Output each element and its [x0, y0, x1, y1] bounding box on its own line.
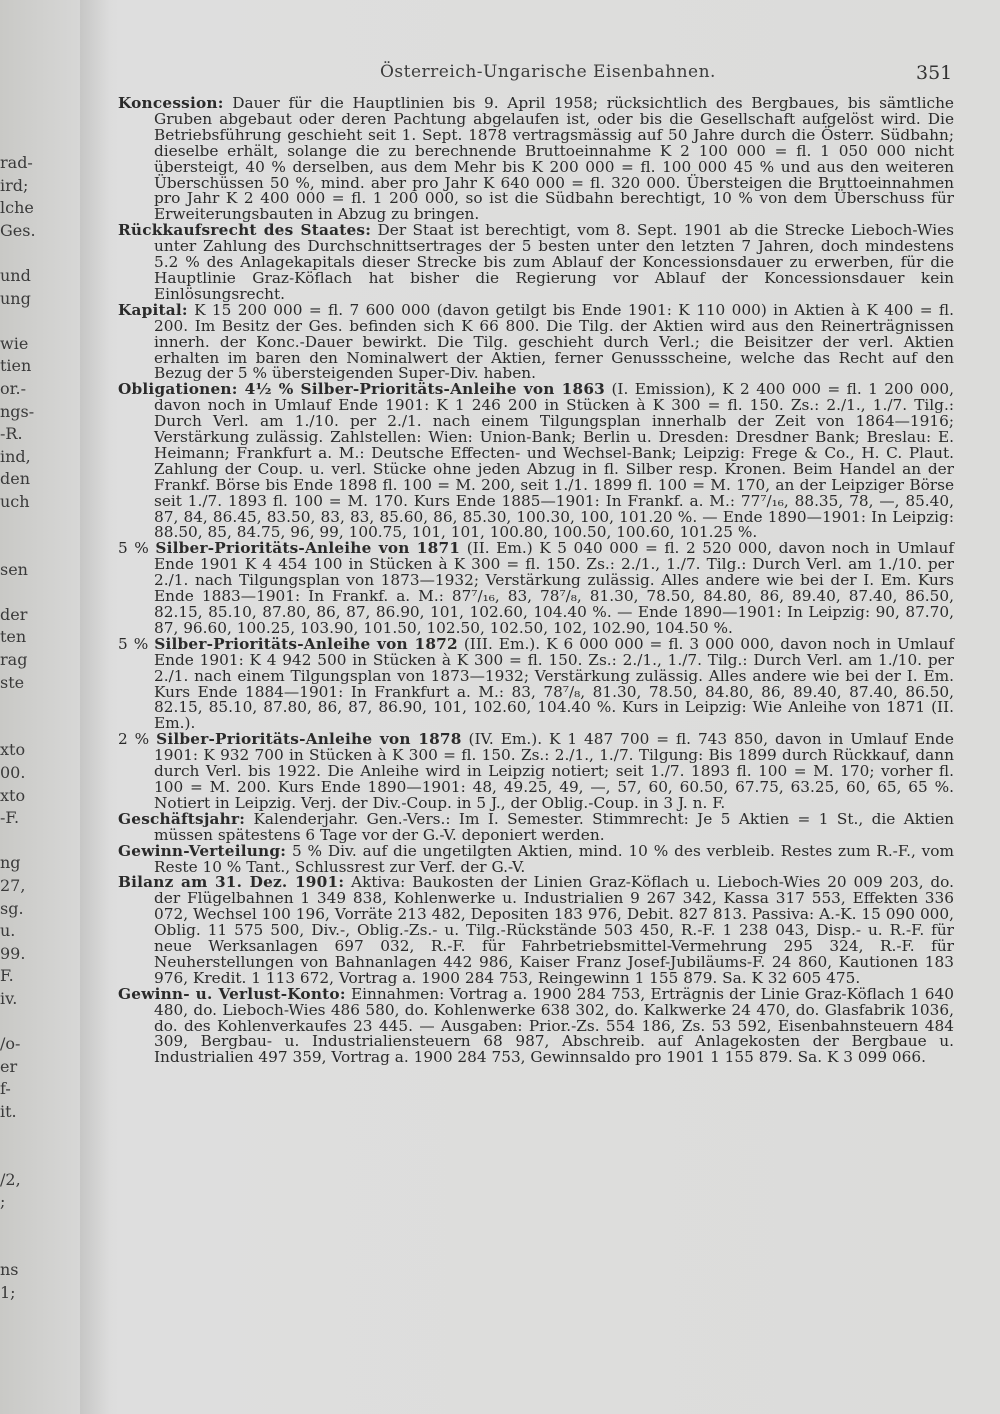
- entry-heading: Bilanz am 31. Dez. 1901:: [118, 873, 345, 892]
- entry-text: (IV. Em.). K 1 487 700 = fl. 743 850, davon in Umlauf Ende 1901: K 932 700 in Stücken à K 300 = fl. 150. Zs.: 2./1., 1./7. Tilgung: Bis 1899 durch Rückkauf, dann durch Verl. bis 1922. Die Anleihe wird in Leipzig notiert; seit 1./7. 1893 fl. 100 = M. 170; vorher fl. 100 = M. 200. Kurs Ende 1890—1901: 48, 49.25, 49, —, 57, 60, 60.50, 67.75, 63.25, 60, 65, 65 %. Notiert in Leipzig. Verj. der Div.-Coup. in 5 J., der Oblig.-Coup. in 3 J. n. F.: [154, 730, 954, 812]
- margin-fragment: [0, 1146, 44, 1169]
- margin-fragment: ns: [0, 1260, 19, 1280]
- margin-fragment: it.: [0, 1101, 17, 1121]
- entry-heading: Silber-Prioritäts-Anleihe von 1878: [156, 730, 462, 749]
- margin-fragment: ird;: [0, 175, 29, 195]
- margin-fragment: xto: [0, 785, 26, 805]
- entry-heading: Rückkaufsrecht des Staates:: [118, 221, 372, 240]
- margin-fragment: F.: [0, 966, 14, 986]
- entry-heading: Koncession:: [118, 94, 224, 112]
- entry-prefix: 2 %: [118, 730, 150, 749]
- entry-text: Einnahmen: Vortrag a. 1900 284 753, Erträgnis der Linie Graz-Köflach 1 640 480, do. Lieboch-Wies 486 580, do. Kohlenwerke 638 302, do. Kalkwerke 24 470, do. Glasfabrik 1036, do. des Kohlenverkaufes 23 445. — Ausgaben: Prior.-Zs. 554 186, Zs. 53 592, Eisenbahnsteuern 484 309, Bergbau- u. Industrialiensteuern 68 987, Abschreib. auf Anlagekosten der Bergbaue u. Industrialien 497 359, Vortrag a. 1900 284 753, Gewinnsaldo pro 1901 1 155 879. Sa. K 3 099 066.: [154, 984, 954, 1067]
- margin-fragment: [0, 1124, 44, 1147]
- margin-fragment: /o-: [0, 1034, 21, 1054]
- margin-fragment: or.-: [0, 378, 27, 398]
- margin-fragment: 27,: [0, 876, 26, 895]
- margin-fragment: [0, 717, 44, 740]
- entry-heading: Obligationen: 4½ % Silber-Prioritäts-Anleihe von 1863: [118, 380, 606, 399]
- entry-heading: Gewinn- u. Verlust-Konto:: [118, 984, 346, 1003]
- margin-fragment: [0, 310, 44, 333]
- margin-fragment: [0, 581, 44, 604]
- margin-fragment: [0, 1214, 44, 1237]
- entry-paragraph: [118, 382, 954, 541]
- margin-fragment: Ges.: [0, 220, 36, 240]
- margin-fragment: [0, 242, 44, 265]
- margin-fragment: [0, 514, 44, 537]
- entry-text: Der Staat ist berechtigt, vom 8. Sept. 1901 ab die Strecke Lieboch-Wies unter Zahlung des Durchschnittsertrages der 5 besten unter den letzten 7 Jahren, doch mindestens 5.2 % des Anlagekapitals dieser Strecke bis zum Ablauf der Koncessionsdauer zu erwerben, für die Hauptlinie Graz-Köflach hat bisher die Regierung vor Ablauf der Koncessionsdauer kein Einlösungsrecht.: [154, 221, 954, 303]
- entry-paragraph: [118, 875, 954, 986]
- margin-fragment: xto: [0, 740, 26, 760]
- margin-fragment: f-: [0, 1079, 11, 1099]
- entry-heading: Kapital:: [118, 300, 188, 319]
- article-body: [118, 96, 954, 1066]
- entry-prefix: 5 %: [118, 539, 149, 558]
- margin-fragment: ung: [0, 288, 31, 308]
- margin-fragment: ngs-: [0, 401, 35, 421]
- margin-fragment: 99.: [0, 943, 26, 963]
- entry-prefix: 5 %: [118, 634, 149, 653]
- margin-fragment: ng: [0, 853, 21, 873]
- running-title: Österreich-Ungarische Eisenbahnen.: [380, 62, 716, 82]
- margin-fragment: u.: [0, 921, 16, 941]
- entry-paragraph: [118, 634, 954, 733]
- entry-heading: Geschäftsjahr:: [118, 809, 246, 828]
- margin-fragment: [0, 1237, 44, 1260]
- entry-paragraph: [118, 223, 954, 303]
- margin-fragment: sg.: [0, 898, 24, 918]
- margin-fragment: [0, 536, 44, 559]
- margin-fragment: rad-: [0, 153, 33, 172]
- margin-fragment: er: [0, 1056, 18, 1076]
- page-fold-shadow: [80, 0, 110, 1414]
- margin-fragment: 1;: [0, 1282, 16, 1302]
- entry-paragraph: [118, 841, 954, 876]
- margin-fragment: [0, 694, 44, 717]
- margin-fragment: der: [0, 604, 28, 624]
- margin-fragment: ste: [0, 672, 25, 692]
- margin-fragment: -R.: [0, 424, 23, 444]
- margin-fragment: iv.: [0, 988, 18, 1008]
- entry-text: K 15 200 000 = fl. 7 600 000 (davon getilgt bis Ende 1901: K 110 000) in Aktien à K 400 = fl. 200. Im Besitz der Ges. befinden sich K 66 800. Die Tilg. der Aktien wird aus den Reinerträgnissen innerh. der Konc.-Dauer bewirkt. Die Tilg. geschieht durch Verl.; die Beisitzer der verl. Aktien erhalten im baren den Nominalwert der Aktien, ferner Genussscheine, welche das Recht auf den Bezug der 5 % übersteigenden Super-Div. haben.: [154, 300, 954, 383]
- entry-heading: Silber-Prioritäts-Anleihe von 1871: [155, 539, 461, 558]
- entry-paragraph: [118, 96, 954, 223]
- entry-paragraph: [118, 541, 954, 636]
- entry-text: Aktiva: Baukosten der Linien Graz-Köflach u. Lieboch-Wies 20 009 203, do. der Flügelbahnen 1 349 838, Kohlenwerke u. Industrialien 9 267 342, Kassa 317 553, Effekten 336 072, Wechsel 100 196, Vorräte 213 482, Depositen 183 976, Debit. 827 813. Passiva: A.-K. 15 090 000, Oblig. 11 575 500, Div.-, Oblig.-Zs.- u. Tilg.-Rückstände 503 450, R.-F. 1 238 043, Disp.- u. R.-F. für neue Werksanlagen 697 032, R.-F. für Fahrbetriebsmittel-Vermehrung 295 324, R.-F. für Neuherstellungen von Bahnanlagen 442 986, Kaiser Franz Josef-Jubiläums-F. 24 860, Kautionen 183 976, Kredit. 1 113 672, Vortrag a. 1900 284 753, Reingewinn 1 155 879. Sa. K 32 605 475.: [154, 873, 954, 987]
- entry-text: 5 % Div. auf die ungetilgten Aktien, mind. 10 % des verbleib. Restes zum R.-F., vom Reste 10 % Tant., Schlussrest zur Verf. der G.-V.: [154, 841, 954, 876]
- entry-text: (II. Em.) K 5 040 000 = fl. 2 520 000, davon noch in Umlauf Ende 1901 K 4 454 100 in Stücken à K 300 = fl. 150. Zs.: 2./1., 1./7. Tilg.: Durch Verl. am 1./10. per 2./1. nach Tilgungsplan von 1873—1932; Verstärkung zulässig. Alles andere wie bei der I. Em. Kurs Ende 1883—1901: In Frankf. a. M.: 87⁷/₁₆, 83, 78⁷/₈, 81.30, 78.50, 84.80, 86, 89.40, 87.40, 86.50, 82.15, 85.10, 87.80, 86, 87, 86.90, 101, 102.60, 104.40 %. — Ende 1890—1901: In Leipzig: 90, 87.70, 87, 96.60, 100.25, 103.90, 101.50, 102.50, 102.50, 102, 102.90, 104.50 %.: [154, 539, 954, 637]
- entry-text: Dauer für die Hauptlinien bis 9. April 1958; rücksichtlich des Bergbaues, bis sämtliche Gruben abgebaut oder deren Pachtung abgelaufen ist, oder bis die Gesellschaft aufgelöst wird. Die Betriebsführung geschieht seit 1. Sept. 1878 vertragsmässig auf 50 Jahre durch die Österr. Südbahn; dieselbe erhält, solange die zu berechnende Bruttoeinnahme K 2 100 000 = fl. 1 050 000 nicht übersteigt, 40 % derselben, aus dem Mehr bis K 200 000 = fl. 100 000 45 % und aus den weiteren Überschüssen 50 %, mind. aber pro Jahr K 640 000 = fl. 320 000. Übersteigen die Bruttoeinnahmen pro Jahr K 2 400 000 = fl. 1 200 000, so ist die Südbahn berechtigt, 10 % von dem Überschuss für Erweiterungsbauten in Abzug zu bringen.: [154, 94, 954, 224]
- entry-text: (I. Emission), K 2 400 000 = fl. 1 200 000, davon noch in Umlauf Ende 1901: K 1 246 200 in Stücken à K 300 = fl. 150. Zs.: 2./1., 1./7. Tilg.: Durch Verl. am 1./10. per 2./1. nach einem Tilgungsplan innerhalb der Zeit von 1864—1916; Verstärkung zulässig. Zahlstellen: Wien: Union-Bank; Berlin u. Dresden: Dresdner Bank; Breslau: E. Heimann; Frankfurt a. M.: Deutsche Effecten- und Wechsel-Bank; Leipzig: Frege & Co., H. C. Plaut. Zahlung der Coup. u. verl. Stücke ohne jeden Abzug in fl. Silber resp. Kronen. Beim Handel an der Frankf. Börse bis Ende 1898 fl. 100 = M. 200, seit 1./1. 1899 fl. 100 = M. 170, an der Leipziger Börse seit 1./7. 1893 fl. 100 = M. 170. Kurs Ende 1885—1901: In Frankf. a. M.: 77⁷/₁₆, 88.35, 78, —, 85.40, 87, 84, 86.45, 83.50, 83, 83, 85.60, 86, 85.30, 100.30, 100, 101.20 %. — Ende 1890—1901: In Leipzig: 88.50, 85, 84.75, 96, 99, 100.75, 101, 101, 100.80, 100.50, 100.60, 101.25 %.: [154, 380, 954, 542]
- entry-paragraph: [118, 984, 954, 1067]
- margin-fragment: ind,: [0, 446, 31, 466]
- margin-fragment: den: [0, 469, 31, 489]
- entry-heading: Silber-Prioritäts-Anleihe von 1872: [154, 634, 458, 653]
- margin-fragment: /2,: [0, 1169, 21, 1189]
- page-header: [0, 62, 1000, 92]
- entry-text: (III. Em.). K 6 000 000 = fl. 3 000 000, davon noch in Umlauf Ende 1901: K 4 942 500 in Stücken à K 300 = fl. 150. Zs.: 2./1., 1./7. Tilg.: Durch Verl. am 1./10. per 2./1. nach einem Tilgungsplan von 1873—1932; Verstärkung zulässig. Alles andere wie bei der I. Em. Kurs Ende 1884—1901: In Frankfurt a. M.: 83, 78⁷/₈, 81.30, 78.50, 84.80, 86, 89.40, 87.40, 86.50, 82.15, 85.10, 87.80, 86, 87, 86.90, 101, 102.60, 104.40 %. Kurs in Leipzig: Wie Anleihe von 1871 (II. Em.).: [154, 634, 954, 733]
- margin-fragment: 00.: [0, 763, 26, 783]
- margin-fragment: [0, 1011, 44, 1034]
- page-number: 351: [916, 62, 953, 84]
- margin-fragment: rag: [0, 650, 28, 670]
- left-margin-fragments: [0, 152, 44, 1304]
- entry-paragraph: [118, 809, 954, 844]
- margin-fragment: -F.: [0, 808, 20, 828]
- entry-paragraph: [118, 732, 954, 812]
- margin-fragment: ;: [0, 1192, 6, 1212]
- margin-fragment: lche: [0, 198, 34, 218]
- margin-fragment: ten: [0, 627, 27, 647]
- margin-fragment: uch: [0, 491, 30, 511]
- entry-paragraph: [118, 300, 954, 383]
- entry-text: Kalenderjahr. Gen.-Vers.: Im I. Semester. Stimmrecht: Je 5 Aktien = 1 St., die Aktien müssen spätestens 6 Tage vor der G.-V. deponiert werden.: [154, 809, 954, 844]
- entry-heading: Gewinn-Verteilung:: [118, 841, 287, 860]
- margin-fragment: [0, 830, 44, 853]
- margin-fragment: und: [0, 265, 31, 285]
- margin-fragment: sen: [0, 559, 28, 579]
- margin-fragment: wie: [0, 333, 29, 353]
- margin-fragment: tien: [0, 356, 32, 376]
